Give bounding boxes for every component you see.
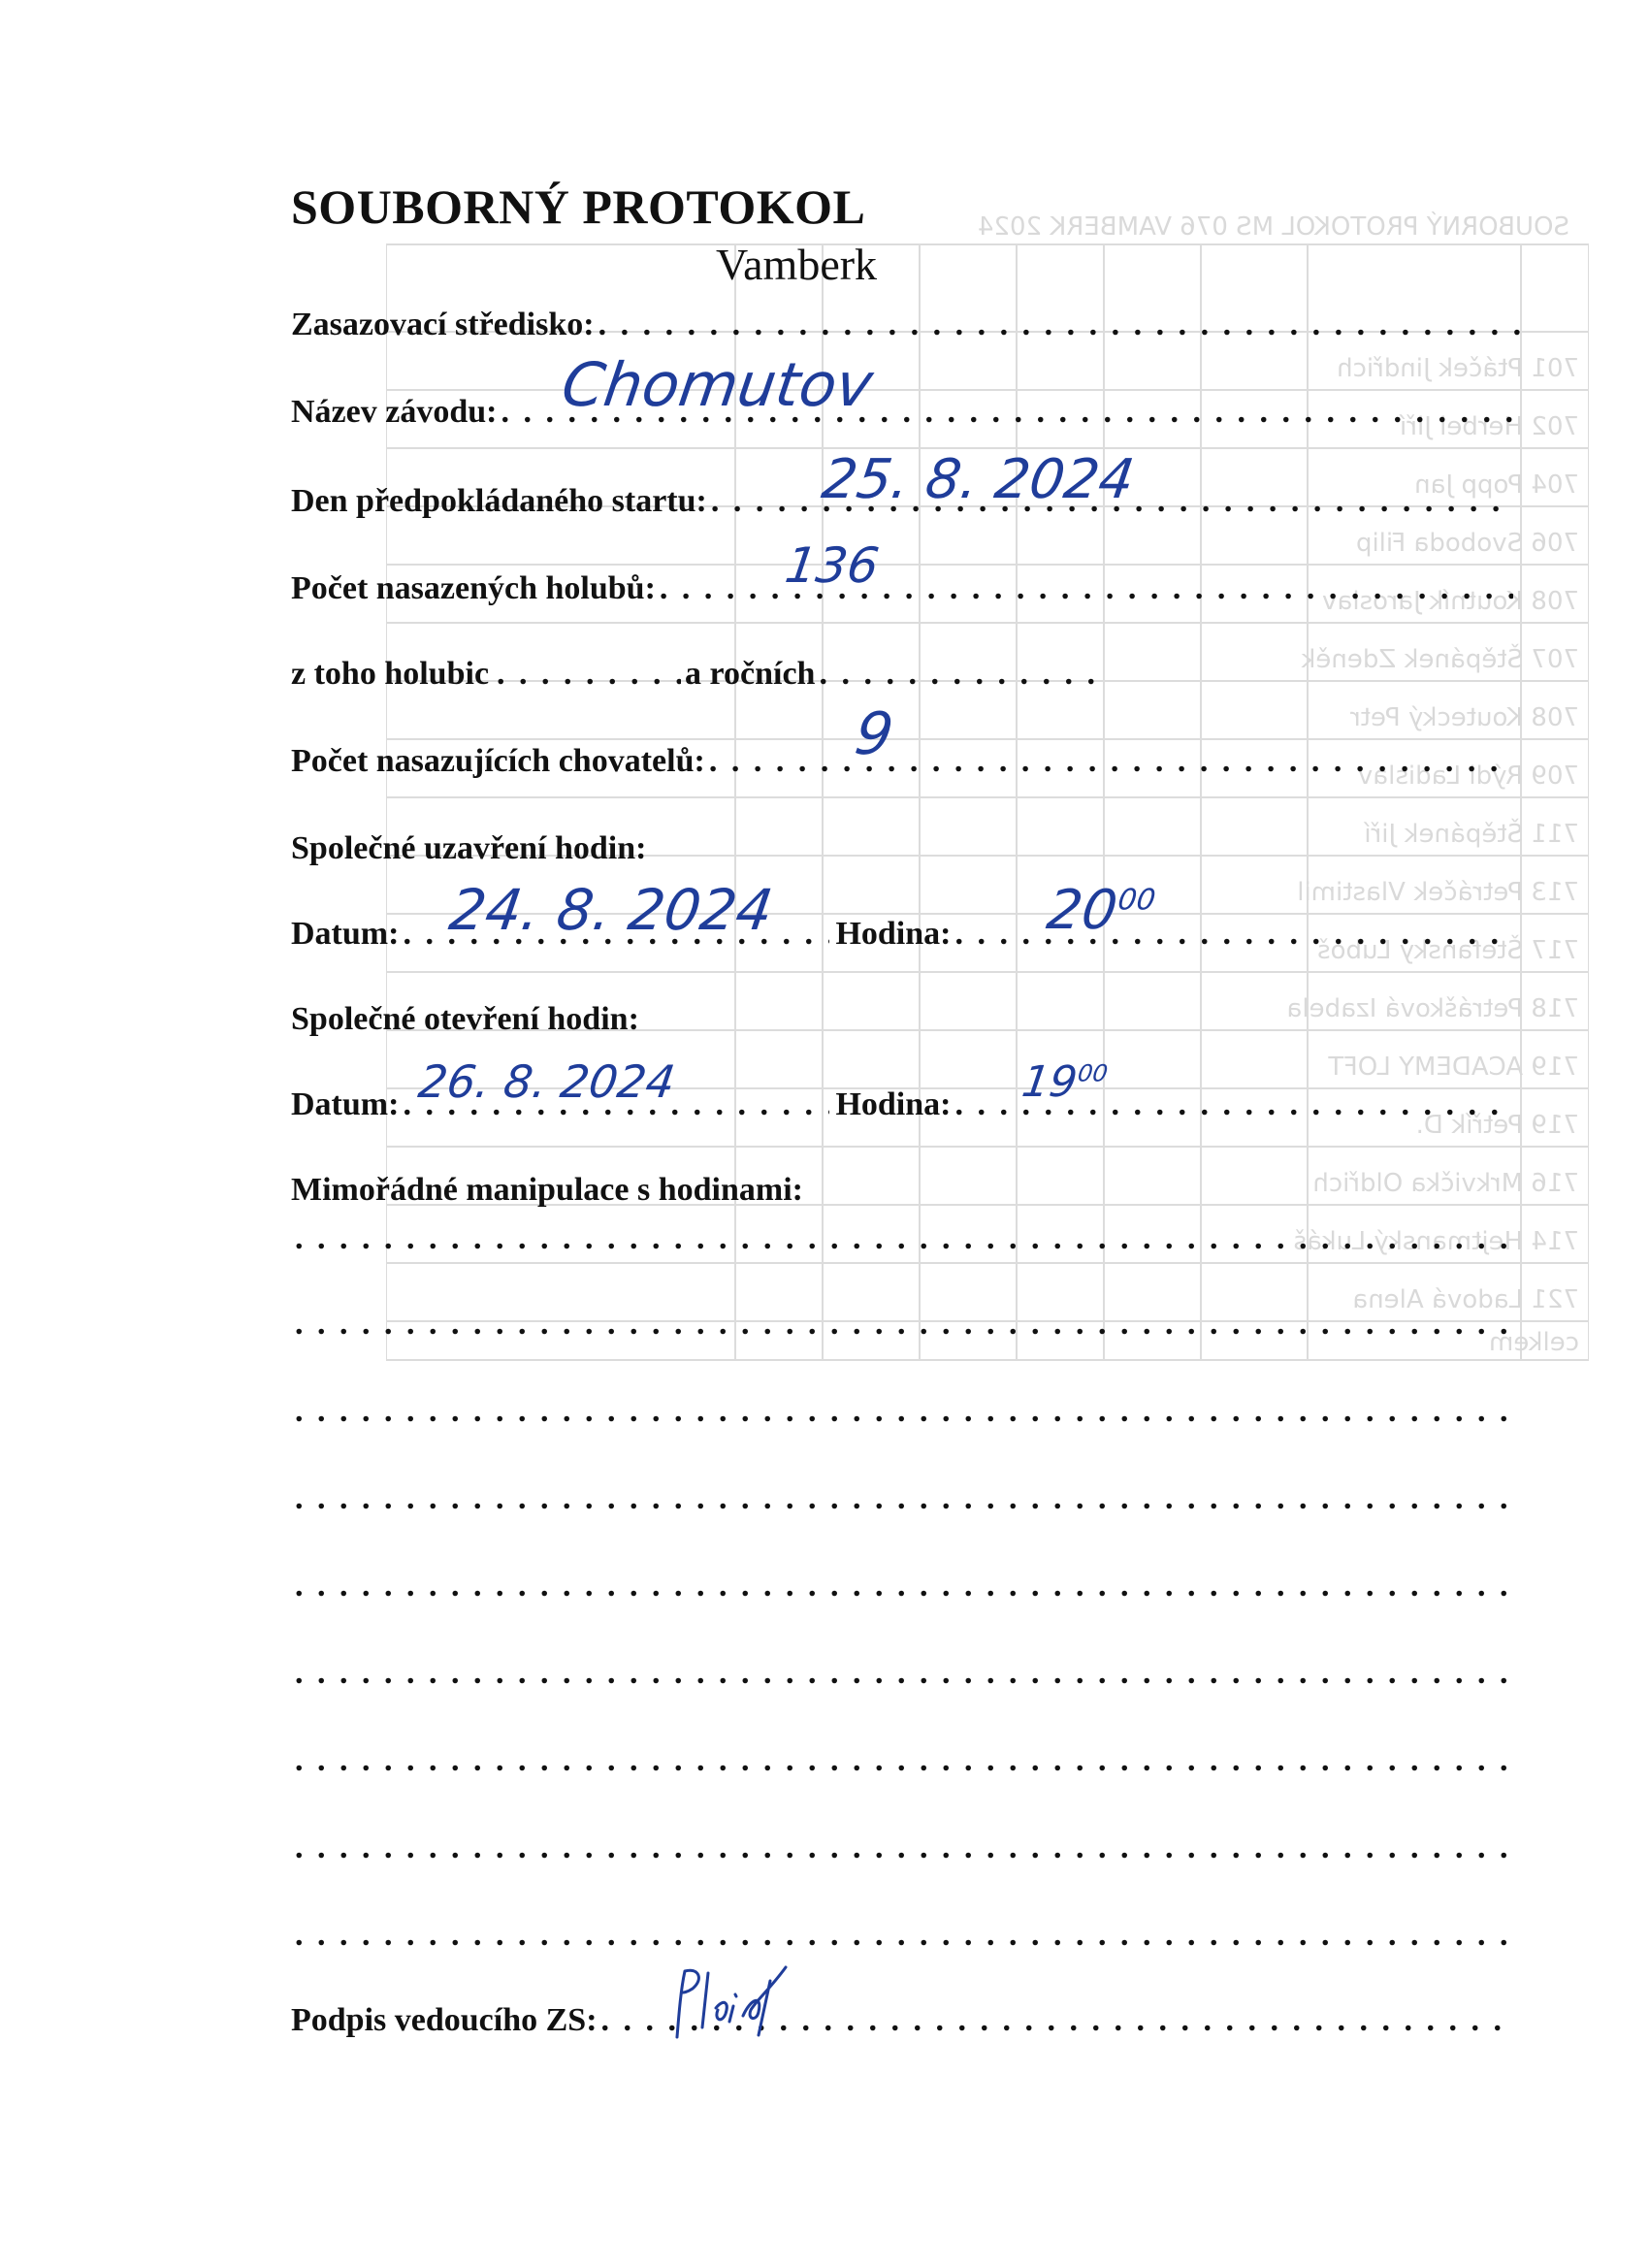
fill-in-dots xyxy=(295,1568,1513,1606)
bleed-row: 706 Svoboda Filip xyxy=(1355,529,1579,558)
fill-in-dots xyxy=(954,916,1513,955)
bleed-title: SOUBORNÝ PROTOKOL MS 076 VAMBERK 2024 xyxy=(977,212,1569,242)
bleed-row: 707 Štěpánek Zdeněk xyxy=(1301,645,1579,674)
fill-in-dots xyxy=(295,1393,1513,1432)
section-otevreni-heading: Společné otevření hodin: xyxy=(291,1001,639,1037)
empty-line xyxy=(291,1220,1513,1259)
fill-in-dots xyxy=(295,1655,1513,1694)
field-label: Podpis vedoucího ZS: xyxy=(291,2002,598,2038)
field-label: Zasazovací středisko: xyxy=(291,307,595,342)
minutes: 00 xyxy=(1116,883,1158,918)
field-nazev-zavodu xyxy=(291,394,1523,433)
bleed-row: 704 Popp Jan xyxy=(1414,470,1579,500)
empty-line xyxy=(291,1917,1513,1956)
section-manipulace-heading: Mimořádné manipulace s hodinami: xyxy=(291,1172,803,1208)
bleed-row: 702 Herbel Jiří xyxy=(1400,412,1579,441)
handwritten-otevreni-hodina xyxy=(1018,1057,1110,1107)
fill-in-dots xyxy=(497,656,681,695)
fill-in-dots xyxy=(819,656,1106,695)
empty-line xyxy=(291,1742,1513,1781)
field-label: Počet nasazených holubů: xyxy=(291,570,656,606)
bleed-row: 713 Petráček Vlastimil xyxy=(1297,878,1579,907)
field-label: Datum: xyxy=(291,1086,400,1122)
fill-in-dots xyxy=(295,1220,1513,1259)
fill-in-dots xyxy=(709,743,1513,782)
bleed-row: 708 Koutník Jaroslav xyxy=(1322,587,1579,616)
field-label: Název závodu: xyxy=(291,394,498,430)
fill-in-dots xyxy=(295,1917,1513,1956)
fill-in-dots xyxy=(295,1830,1513,1868)
handwritten-den-startu: 25. 8. 2024 xyxy=(818,448,1139,511)
handwritten-uzavreni-datum: 24. 8. 2024 xyxy=(445,877,777,943)
field-podpis xyxy=(291,2002,1513,2041)
bleed-row: 721 Ladová Alena xyxy=(1352,1285,1579,1314)
field-label: Datum: xyxy=(291,916,400,952)
bleed-row: 718 Petrášková Izabela xyxy=(1286,994,1579,1023)
bleed-total: celkem xyxy=(1489,1328,1579,1357)
fill-in-dots xyxy=(295,1742,1513,1781)
field-label: Hodina: xyxy=(835,916,952,952)
empty-line xyxy=(291,1568,1513,1606)
field-label: Den předpokládaného startu: xyxy=(291,483,707,519)
field-pocet-holubu xyxy=(291,570,1513,609)
fill-in-dots xyxy=(598,307,1523,345)
handwritten-pocet-holubu: 136 xyxy=(781,537,883,594)
field-label: a ročních xyxy=(685,656,816,692)
hour: 20 xyxy=(1043,879,1121,942)
bleed-row: 708 Koutecký Petr xyxy=(1350,703,1579,732)
document-title: SOUBORNÝ PROTOKOL xyxy=(291,179,866,234)
bleed-row: 711 Štěpánek Jiří xyxy=(1364,820,1579,849)
bleed-row: 719 Petřík D. xyxy=(1415,1111,1579,1140)
section-uzavreni-heading: Společné uzavření hodin: xyxy=(291,830,647,866)
handwritten-pocet-chovatelu: 9 xyxy=(851,700,898,768)
bleed-row: 709 Rýdl Ladislav xyxy=(1357,761,1579,791)
hour: 19 xyxy=(1018,1057,1081,1107)
minutes: 00 xyxy=(1076,1059,1110,1087)
field-label: Počet nasazujících chovatelů: xyxy=(291,743,705,779)
field-pocet-chovatelu xyxy=(291,743,1513,782)
fill-in-dots xyxy=(295,1480,1513,1519)
bleed-row: 719 ACADEMY LOFT xyxy=(1328,1053,1579,1082)
field-label: z toho holubic xyxy=(291,656,490,692)
bleed-row: 701 Ptáček Jindřich xyxy=(1337,354,1579,383)
empty-line xyxy=(291,1306,1513,1345)
empty-line xyxy=(291,1830,1513,1868)
field-holubice-rocni xyxy=(291,656,1106,695)
handwritten-uzavreni-hodina xyxy=(1043,879,1158,942)
handwritten-otevreni-datum: 26. 8. 2024 xyxy=(415,1055,679,1108)
empty-line xyxy=(291,1393,1513,1432)
handwritten-nazev-zavodu: Chomutov xyxy=(557,349,878,420)
bleed-row: 717 Štefanský Luboš xyxy=(1317,936,1579,965)
empty-line xyxy=(291,1480,1513,1519)
signature-image xyxy=(669,1960,805,2047)
document-subtitle: Vamberk xyxy=(716,240,878,289)
bleed-row: 714 Hejtmanský Lukáš xyxy=(1293,1227,1579,1256)
empty-line xyxy=(291,1655,1513,1694)
field-label: Hodina: xyxy=(835,1086,952,1122)
field-zasazovaci-stredisko xyxy=(291,307,1523,345)
bleed-row: 716 Mrkvička Oldřich xyxy=(1312,1169,1579,1198)
fill-in-dots xyxy=(295,1306,1513,1345)
